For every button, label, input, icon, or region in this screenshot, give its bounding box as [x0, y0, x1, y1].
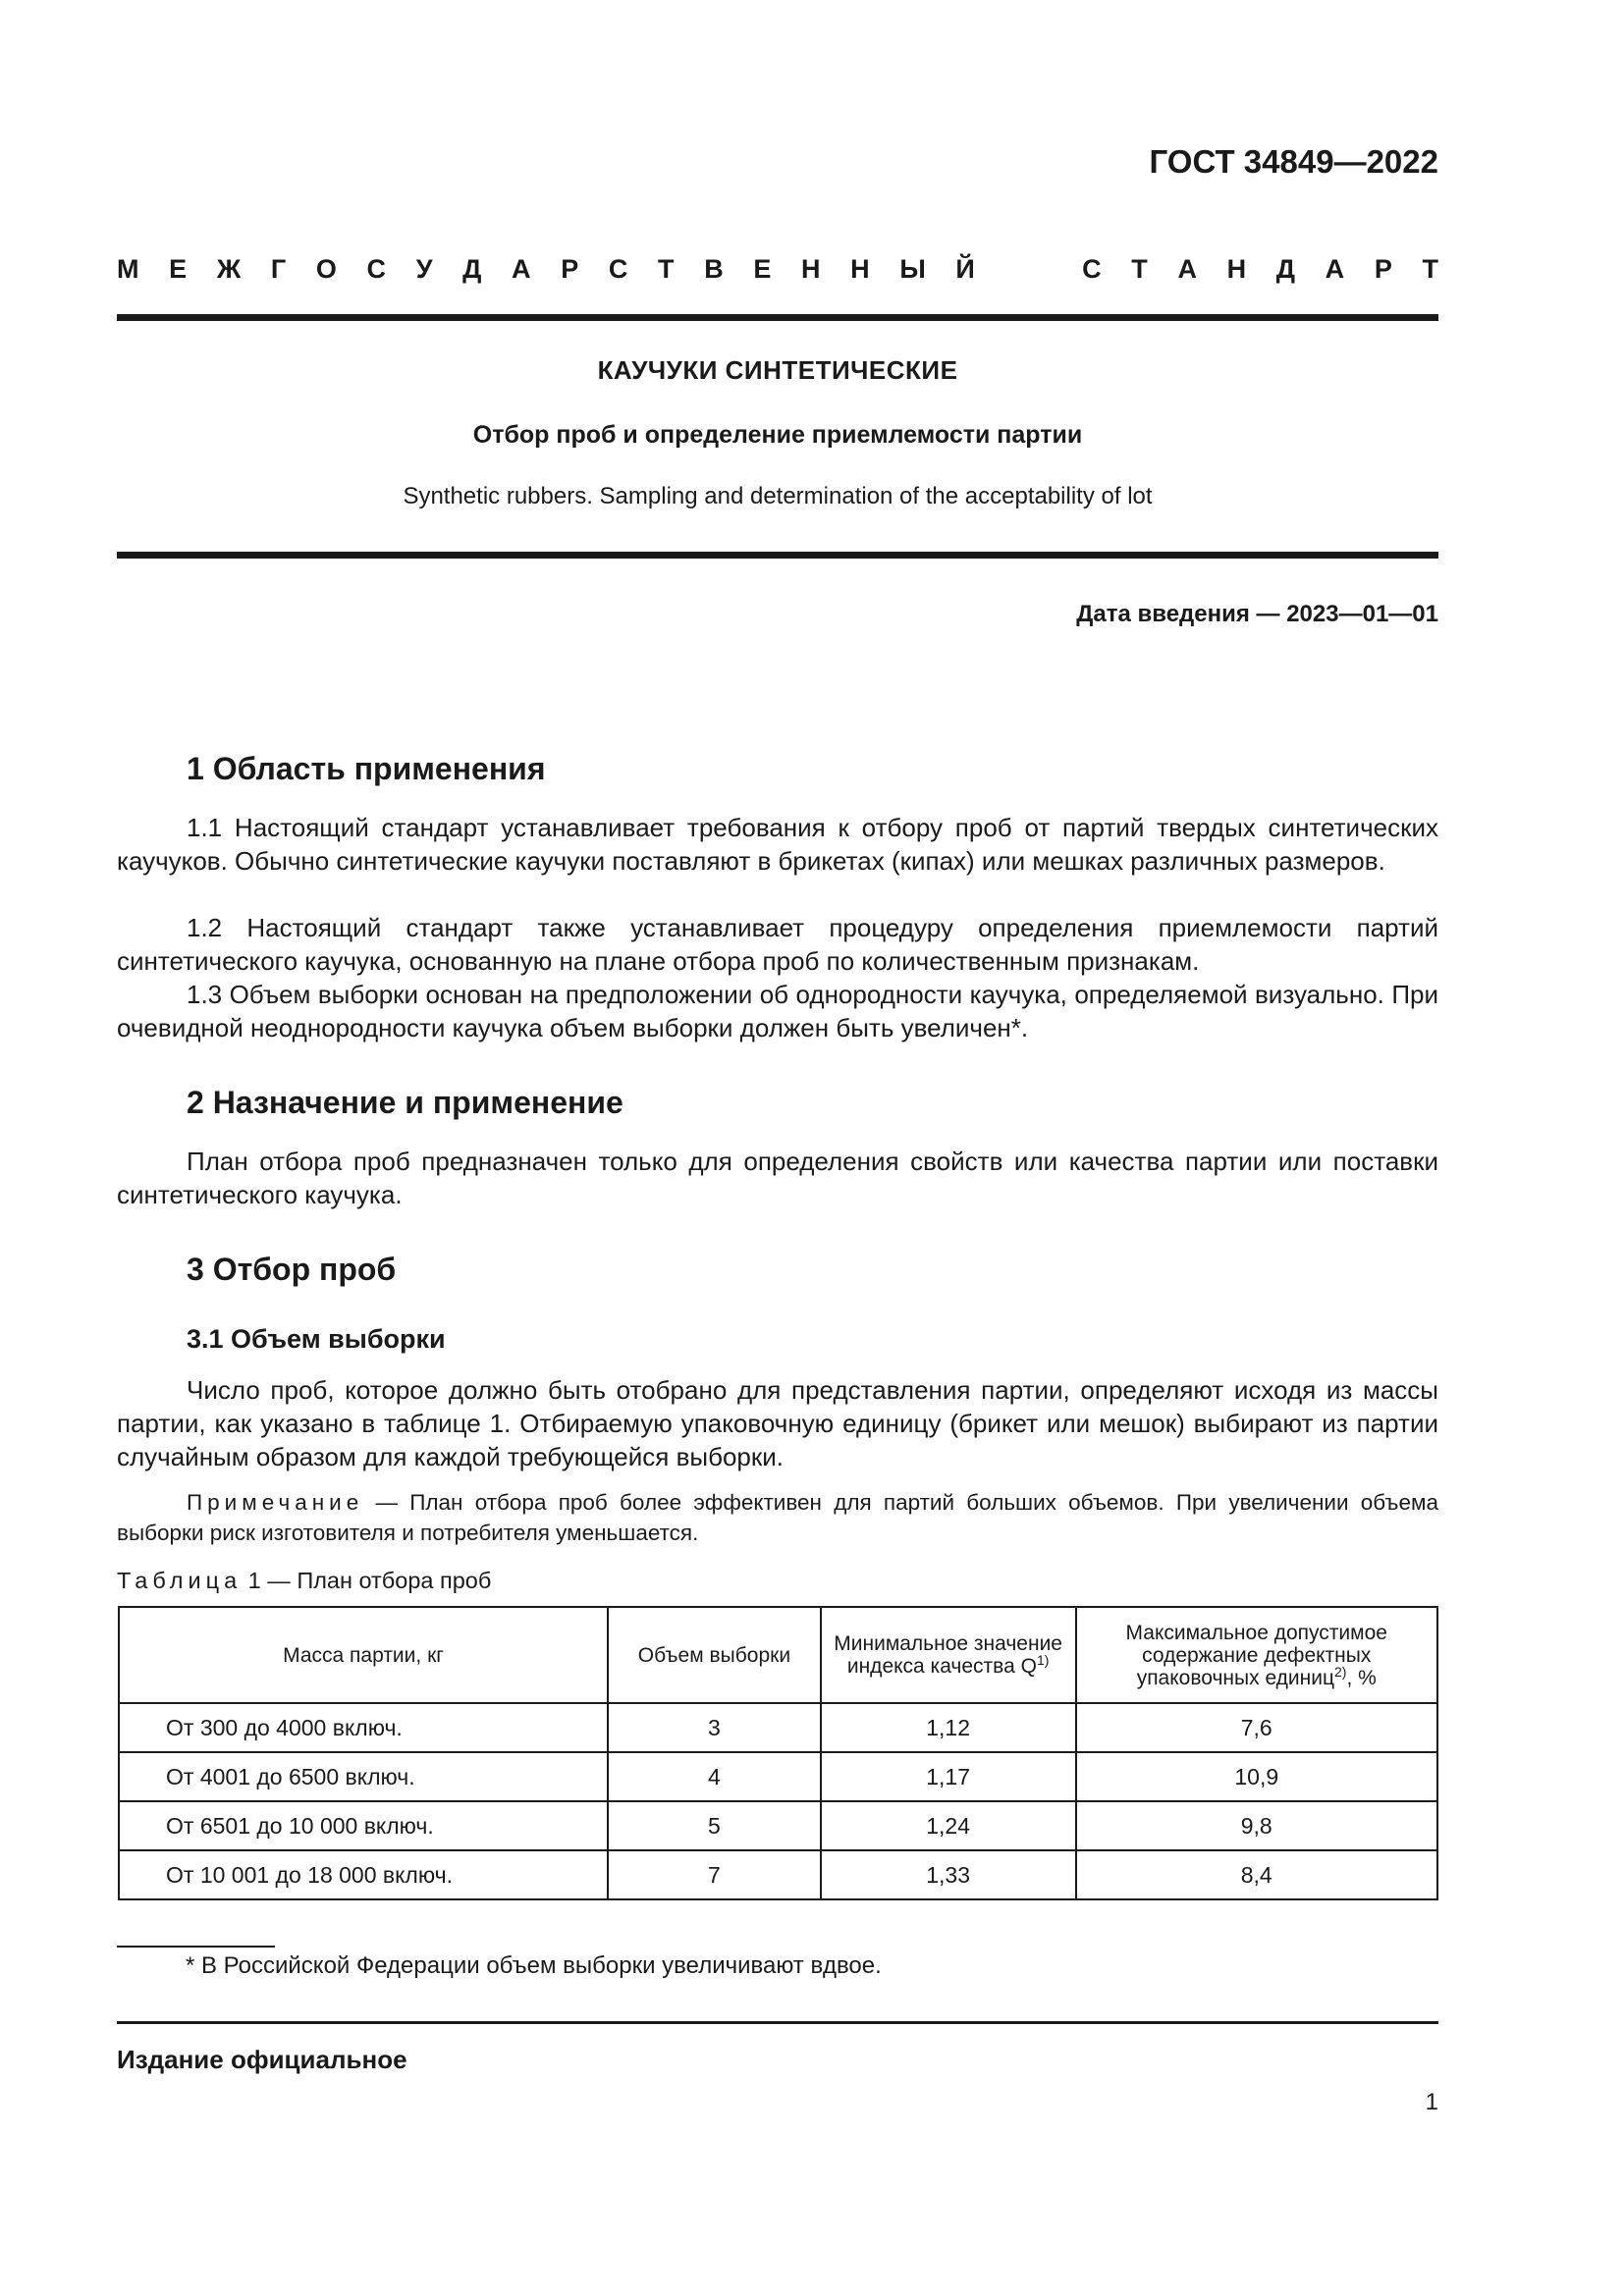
table-row	[119, 1752, 1437, 1801]
official-edition-label: Издание официальное	[117, 2045, 407, 2074]
cell-max-defects: 9,8	[1076, 1801, 1438, 1850]
table-caption	[117, 1568, 491, 1594]
table-row	[119, 1850, 1437, 1899]
section-3-1-heading: 3.1 Объем выборки	[187, 1324, 446, 1354]
banner-letter: С	[366, 254, 387, 284]
banner-letter: Ы	[899, 254, 926, 284]
cell-quality-index: 1,12	[821, 1703, 1076, 1752]
cell-lot-mass: От 300 до 4000 включ.	[119, 1703, 608, 1752]
banner-letter: Д	[1275, 254, 1296, 284]
cell-quality-index: 1,33	[821, 1850, 1076, 1899]
banner-letter: Д	[462, 254, 482, 284]
table-header-row	[119, 1607, 1437, 1703]
cell-quality-index: 1,24	[821, 1801, 1076, 1850]
cell-max-defects: 10,9	[1076, 1752, 1438, 1801]
banner-letter: Н	[801, 254, 821, 284]
table-row	[119, 1801, 1437, 1850]
banner-letter: Р	[1374, 254, 1392, 284]
banner-letter: Н	[850, 254, 870, 284]
cell-sample-size: 4	[608, 1752, 821, 1801]
cell-sample-size: 7	[608, 1850, 821, 1899]
section-1-heading: 1 Область применения	[187, 751, 546, 786]
cell-max-defects: 7,6	[1076, 1703, 1438, 1752]
banner-letter: М	[117, 254, 139, 284]
banner-letter: Е	[169, 254, 188, 284]
paragraph-3-1: Число проб, которое должно быть отобрано для представления партии, определяют исходя из массы партии, как указано в таблице 1. Отбираемую упаковочную единицу (брикет или мешок) выбирают из партии случайным образом для каждой требующейся выборки.	[117, 1375, 1438, 1471]
banner-letter: Т	[1422, 254, 1438, 284]
standard-title: КАУЧУКИ СИНТЕТИЧЕСКИЕ	[597, 355, 958, 385]
english-title: Synthetic rubbers. Sampling and determination of the acceptability of lot	[403, 483, 1153, 509]
note-text: — План отбора проб более эффективен для партий больших объемов. При увеличении объема выборки риск изготовителя и потребителя уменьшается.	[117, 1490, 1438, 1545]
banner-letter: Й	[955, 254, 975, 284]
header-quality-index: Минимальное значение индекса качества $Q^{1)}$	[821, 1607, 1076, 1703]
cell-quality-index: 1,17	[821, 1752, 1076, 1801]
banner-letter: А	[1325, 254, 1345, 284]
banner-letter: В	[704, 254, 724, 284]
interstate-standard-banner	[117, 253, 1438, 285]
note-label: Примечание	[187, 1490, 364, 1515]
banner-letter: С	[1082, 254, 1102, 284]
section-3-heading: 3 Отбор проб	[187, 1252, 397, 1287]
footnote-rule	[117, 1946, 275, 1948]
paragraph-1-1: 1.1 Настоящий стандарт устанавливает требования к отбору проб от партий твердых синтетических каучуков. Обычно синтетические каучуки поставляют в брикетах (кипах) или мешках различных размеров.	[117, 813, 1438, 876]
table-caption-label: Таблица	[117, 1568, 243, 1593]
banner-letter: Т	[1131, 254, 1148, 284]
cell-lot-mass: От 10 001 до 18 000 включ.	[119, 1850, 608, 1899]
cell-sample-size: 3	[608, 1703, 821, 1752]
paragraph-1-2: 1.2 Настоящий стандарт также устанавливает процедуру определения приемлемости партий синтетического каучука, основанную на плане отбора проб по количественным признакам.	[117, 913, 1438, 976]
banner-letter: Е	[753, 254, 772, 284]
banner-letter: Т	[658, 254, 675, 284]
cell-max-defects: 8,4	[1076, 1850, 1438, 1899]
title-rule	[117, 552, 1438, 559]
banner-letter: Г	[270, 254, 287, 284]
footnote: * В Российской Федерации объем выборки увеличивают вдвое.	[186, 1952, 882, 1979]
paragraph-2: План отбора проб предназначен только для определения свойств или качества партии или поставки синтетического каучука.	[117, 1147, 1438, 1209]
document-number: ГОСТ 34849—2022	[1149, 143, 1438, 180]
footer-rule	[117, 2021, 1438, 2024]
cell-lot-mass: От 6501 до 10 000 включ.	[119, 1801, 608, 1850]
banner-letter: Н	[1226, 254, 1247, 284]
cell-sample-size: 5	[608, 1801, 821, 1850]
table-row	[119, 1703, 1437, 1752]
cell-lot-mass: От 4001 до 6500 включ.	[119, 1752, 608, 1801]
banner-letter: У	[415, 254, 433, 284]
banner-letter: С	[608, 254, 628, 284]
sampling-plan-table	[118, 1606, 1438, 1900]
header-max-defects: Максимальное допустимое содержание дефектных упаковочных единиц$^{2)}$, %	[1076, 1607, 1438, 1703]
banner-letter: О	[315, 254, 337, 284]
banner-letter: Р	[561, 254, 579, 284]
section-2-heading: 2 Назначение и применение	[187, 1085, 623, 1120]
standard-subtitle: Отбор проб и определение приемлемости партии	[472, 421, 1083, 449]
header-sample-size: Объем выборки	[608, 1607, 821, 1703]
banner-letter: А	[1177, 254, 1197, 284]
banner-letter: А	[512, 254, 531, 284]
paragraph-1-3: 1.3 Объем выборки основан на предположении об однородности каучука, определяемой визуально. При очевидной неоднородности каучука объем выборки должен быть увеличен*.	[117, 980, 1438, 1042]
note-paragraph	[117, 1487, 1438, 1548]
table-caption-text: 1 — План отбора проб	[242, 1568, 492, 1593]
page-number: 1	[1425, 2089, 1438, 2115]
introduction-date: Дата введения — 2023—01—01	[1076, 601, 1438, 627]
banner-letter: Ж	[216, 254, 242, 284]
header-rule	[117, 314, 1438, 321]
header-lot-mass: Масса партии, кг	[119, 1607, 608, 1703]
banner-word-gap	[1004, 253, 1052, 285]
